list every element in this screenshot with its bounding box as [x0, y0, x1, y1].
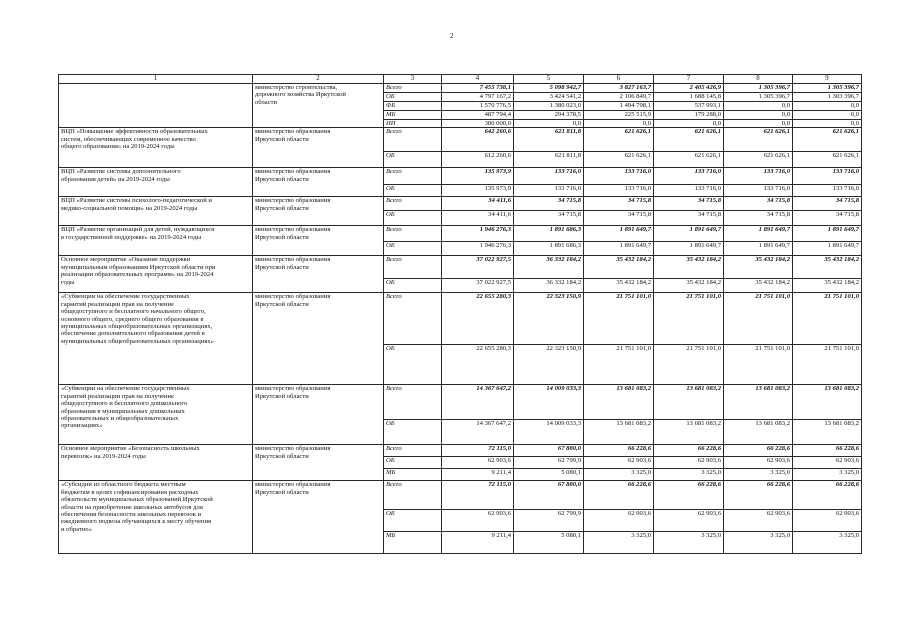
- amount-cell: 14 367 647,2: [442, 385, 514, 420]
- table-row: [59, 84, 862, 93]
- amount-cell: 1 380 023,0: [514, 102, 584, 111]
- amount-cell: 1 303 396,7: [793, 93, 862, 102]
- amount-cell: 9 211,4: [442, 469, 514, 481]
- amount-cell: 133 716,0: [514, 168, 584, 185]
- program-name-cell: ВЦП «Развитие системы психолого-педагогической и медико-социальной помощи» на 2019-2024 годы: [59, 197, 253, 226]
- amount-cell: 621 626,1: [654, 152, 724, 168]
- amount-cell: 9 211,4: [442, 532, 514, 554]
- column-header-row: [59, 75, 862, 84]
- amount-cell: 5 098 942,7: [514, 84, 584, 93]
- amount-cell: 133 716,0: [584, 168, 654, 185]
- amount-cell: 4 797 167,2: [442, 93, 514, 102]
- amount-cell: 135 973,9: [442, 168, 514, 185]
- amount-cell: 1 891 686,3: [514, 226, 584, 242]
- funding-source-cell: ОБ: [384, 93, 442, 102]
- amount-cell: 67 880,0: [514, 445, 584, 457]
- responsible-cell: министерство образования Иркутской области: [253, 197, 384, 226]
- funding-source-cell: ОБ: [384, 457, 442, 469]
- amount-cell: 72 115,0: [442, 445, 514, 457]
- funding-source-cell: Всего: [384, 128, 442, 152]
- program-name-cell: ВЦП «Развитие системы дополнительного образования детей» на 2019-2024 годы: [59, 168, 253, 197]
- amount-cell: 22 323 150,9: [514, 345, 584, 385]
- amount-cell: 72 115,0: [442, 481, 514, 510]
- amount-cell: 34 715,8: [514, 211, 584, 226]
- amount-cell: 34 715,8: [514, 197, 584, 211]
- amount-cell: 133 716,0: [724, 185, 793, 197]
- funding-source-cell: ОБ: [384, 211, 442, 226]
- amount-cell: 62 903,6: [584, 510, 654, 532]
- amount-cell: 62 903,6: [793, 510, 862, 532]
- amount-cell: 14 367 647,2: [442, 420, 514, 445]
- funding-source-cell: Всего: [384, 385, 442, 420]
- amount-cell: 21 751 101,0: [584, 293, 654, 345]
- amount-cell: 35 432 184,2: [793, 256, 862, 279]
- amount-cell: 62 799,9: [514, 510, 584, 532]
- amount-cell: 380 000,0: [442, 120, 514, 128]
- amount-cell: 0,0: [793, 111, 862, 120]
- amount-cell: 621 626,1: [654, 128, 724, 152]
- amount-cell: 67 880,0: [514, 481, 584, 510]
- amount-cell: 66 228,6: [793, 481, 862, 510]
- funding-source-cell: ИИ: [384, 120, 442, 128]
- column-header: 6: [584, 75, 654, 84]
- amount-cell: 66 228,6: [724, 481, 793, 510]
- amount-cell: 34 715,8: [584, 197, 654, 211]
- amount-cell: 34 715,8: [793, 211, 862, 226]
- amount-cell: 35 432 184,2: [724, 256, 793, 279]
- amount-cell: 34 411,6: [442, 211, 514, 226]
- amount-cell: 13 681 083,2: [584, 420, 654, 445]
- table-row: [59, 197, 862, 211]
- funding-source-cell: Всего: [384, 256, 442, 279]
- amount-cell: 35 432 184,2: [584, 256, 654, 279]
- funding-source-cell: МБ: [384, 111, 442, 120]
- table-row: [59, 385, 862, 420]
- amount-cell: 21 751 101,0: [654, 345, 724, 385]
- program-name-cell: Основное мероприятие «Безопасность школьных перевозок» на 2019-2024 годы: [59, 445, 253, 481]
- amount-cell: 621 626,1: [724, 128, 793, 152]
- amount-cell: 621 811,8: [514, 128, 584, 152]
- responsible-cell: министерство образования Иркутской области: [253, 256, 384, 293]
- amount-cell: 1 891 649,7: [724, 242, 793, 256]
- program-name-cell: «Субвенции на обеспечение государственных гарантий реализации прав на получение общедоступного и бесплатного дошкольного образования в муниципальных дошкольных образовательных и общеобразовательных организациях»: [59, 385, 253, 445]
- amount-cell: 133 716,0: [654, 168, 724, 185]
- amount-cell: 13 681 083,2: [654, 385, 724, 420]
- funding-source-cell: Всего: [384, 84, 442, 93]
- responsible-cell: министерство образования Иркутской области: [253, 168, 384, 197]
- amount-cell: 66 228,6: [584, 445, 654, 457]
- amount-cell: 34 715,8: [724, 197, 793, 211]
- amount-cell: 621 626,1: [793, 128, 862, 152]
- amount-cell: 133 716,0: [724, 168, 793, 185]
- amount-cell: 21 751 101,0: [724, 293, 793, 345]
- funding-source-cell: ОБ: [384, 420, 442, 445]
- amount-cell: 135 973,9: [442, 185, 514, 197]
- funding-source-cell: МБ: [384, 469, 442, 481]
- funding-source-cell: ОБ: [384, 279, 442, 293]
- amount-cell: 3 325,0: [584, 469, 654, 481]
- funding-source-cell: МБ: [384, 532, 442, 554]
- responsible-cell: министерство образования Иркутской области: [253, 226, 384, 256]
- column-header: 5: [514, 75, 584, 84]
- amount-cell: 179 288,0: [654, 111, 724, 120]
- amount-cell: 34 715,8: [654, 197, 724, 211]
- amount-cell: 612 260,6: [442, 152, 514, 168]
- amount-cell: 21 751 101,0: [654, 293, 724, 345]
- column-header: 9: [793, 75, 862, 84]
- table-row: [59, 481, 862, 510]
- responsible-cell: министерство образования Иркутской области: [253, 481, 384, 554]
- program-name-cell: ВЦП «Повышение эффективности образовательных систем, обеспечивающих современное качество общего образования» на 2019-2024 годы: [59, 128, 253, 168]
- amount-cell: 3 424 541,2: [514, 93, 584, 102]
- amount-cell: 13 681 083,2: [654, 420, 724, 445]
- responsible-cell: министерство образования Иркутской области: [253, 445, 384, 481]
- amount-cell: 621 626,1: [584, 152, 654, 168]
- funding-source-cell: ОБ: [384, 185, 442, 197]
- program-name-cell: [59, 84, 253, 128]
- amount-cell: 66 228,6: [793, 445, 862, 457]
- responsible-cell: министерство образования Иркутской области: [253, 128, 384, 168]
- amount-cell: 34 715,8: [793, 197, 862, 211]
- responsible-cell: министерство образования Иркутской области: [253, 385, 384, 445]
- amount-cell: 1 570 776,5: [442, 102, 514, 111]
- amount-cell: 13 681 083,2: [724, 420, 793, 445]
- amount-cell: 14 009 033,3: [514, 420, 584, 445]
- amount-cell: 1 891 649,7: [654, 226, 724, 242]
- program-name-cell: ВЦП «Развитие организаций для детей, нуждающихся в государственной поддержке» на 2019-2024 годы: [59, 226, 253, 256]
- amount-cell: 1 891 649,7: [793, 226, 862, 242]
- amount-cell: 133 716,0: [514, 185, 584, 197]
- program-name-cell: «Субвенции на обеспечение государственных гарантий реализации прав на получение общедоступного и бесплатного начального общего, основного общего, среднего общего образования в муниципальных общеобразовательных организациях, обеспечение дополнительного образования детей в муниципальных общеобразовательных организациях»: [59, 293, 253, 385]
- amount-cell: 487 794,4: [442, 111, 514, 120]
- amount-cell: 35 432 184,2: [654, 256, 724, 279]
- table-row: [59, 445, 862, 457]
- amount-cell: 0,0: [514, 120, 584, 128]
- amount-cell: 37 022 927,5: [442, 256, 514, 279]
- amount-cell: 1 891 649,7: [724, 226, 793, 242]
- amount-cell: 5 080,1: [514, 469, 584, 481]
- amount-cell: 3 325,0: [654, 532, 724, 554]
- amount-cell: 34 411,6: [442, 197, 514, 211]
- amount-cell: 21 751 101,0: [793, 293, 862, 345]
- amount-cell: 37 022 927,5: [442, 279, 514, 293]
- amount-cell: 22 655 280,3: [442, 345, 514, 385]
- amount-cell: 3 325,0: [654, 469, 724, 481]
- amount-cell: 0,0: [724, 120, 793, 128]
- amount-cell: 0,0: [654, 120, 724, 128]
- amount-cell: 537 993,1: [654, 102, 724, 111]
- amount-cell: 13 681 083,2: [584, 385, 654, 420]
- amount-cell: 0,0: [793, 102, 862, 111]
- amount-cell: 1 891 686,3: [514, 242, 584, 256]
- funding-source-cell: Всего: [384, 293, 442, 345]
- amount-cell: 1 494 798,1: [584, 102, 654, 111]
- amount-cell: 294 378,5: [514, 111, 584, 120]
- amount-cell: 13 681 083,2: [724, 385, 793, 420]
- amount-cell: 133 716,0: [654, 185, 724, 197]
- amount-cell: 3 325,0: [724, 469, 793, 481]
- amount-cell: 62 903,6: [442, 457, 514, 469]
- amount-cell: 62 903,6: [442, 510, 514, 532]
- amount-cell: 0,0: [724, 111, 793, 120]
- amount-cell: 133 716,0: [793, 185, 862, 197]
- funding-source-cell: ОБ: [384, 152, 442, 168]
- funding-source-cell: ОБ: [384, 242, 442, 256]
- amount-cell: 36 332 184,2: [514, 279, 584, 293]
- funding-source-cell: Всего: [384, 197, 442, 211]
- amount-cell: 5 080,1: [514, 532, 584, 554]
- amount-cell: 35 432 184,2: [654, 279, 724, 293]
- amount-cell: 21 751 101,0: [584, 345, 654, 385]
- amount-cell: 2 106 849,7: [584, 93, 654, 102]
- amount-cell: 21 751 101,0: [724, 345, 793, 385]
- program-name-cell: Основное мероприятие «Оказание поддержки муниципальным образованиям Иркутской области при реализации образовательных программ» на 2019-2024 годы: [59, 256, 253, 293]
- amount-cell: 3 325,0: [584, 532, 654, 554]
- page-number: 2: [450, 32, 454, 40]
- amount-cell: 621 626,1: [584, 128, 654, 152]
- amount-cell: 133 716,0: [793, 168, 862, 185]
- amount-cell: 13 681 083,2: [793, 385, 862, 420]
- column-header: 7: [654, 75, 724, 84]
- responsible-cell: министерство строительства, дорожного хозяйства Иркутской области: [253, 84, 384, 128]
- amount-cell: 21 751 101,0: [793, 345, 862, 385]
- amount-cell: 621 626,1: [724, 152, 793, 168]
- column-header: 4: [442, 75, 514, 84]
- amount-cell: 22 323 150,9: [514, 293, 584, 345]
- amount-cell: 35 432 184,2: [724, 279, 793, 293]
- amount-cell: 133 716,0: [584, 185, 654, 197]
- amount-cell: 1 891 649,7: [584, 242, 654, 256]
- table-row: [59, 256, 862, 279]
- funding-source-cell: ФБ: [384, 102, 442, 111]
- amount-cell: 0,0: [584, 120, 654, 128]
- amount-cell: 1 688 145,8: [654, 93, 724, 102]
- funding-source-cell: ОБ: [384, 345, 442, 385]
- amount-cell: 1 946 276,3: [442, 242, 514, 256]
- table-row: [59, 226, 862, 242]
- amount-cell: 1 305 396,7: [724, 84, 793, 93]
- amount-cell: 36 332 184,2: [514, 256, 584, 279]
- amount-cell: 13 681 083,2: [793, 420, 862, 445]
- amount-cell: 1 891 649,7: [584, 226, 654, 242]
- amount-cell: 35 432 184,2: [584, 279, 654, 293]
- program-name-cell: «Субсидии из областного бюджета местным бюджетам в целях софинансирования расходных обязательств муниципальных образований Иркутской области на приобретение школьных автобусов для обеспечения безопасности школьных перевозок и ежедневного подвоза обучающихся к месту обучения и обратно»: [59, 481, 253, 554]
- amount-cell: 62 903,6: [724, 457, 793, 469]
- budget-table: [58, 74, 862, 554]
- amount-cell: 66 228,6: [724, 445, 793, 457]
- amount-cell: 1 946 276,3: [442, 226, 514, 242]
- amount-cell: 1 305 396,7: [793, 84, 862, 93]
- amount-cell: 3 325,0: [724, 532, 793, 554]
- amount-cell: 621 811,8: [514, 152, 584, 168]
- amount-cell: 66 228,6: [654, 445, 724, 457]
- funding-source-cell: Всего: [384, 226, 442, 242]
- column-header: 1: [59, 75, 253, 84]
- amount-cell: 22 655 280,3: [442, 293, 514, 345]
- amount-cell: 1 891 649,7: [793, 242, 862, 256]
- amount-cell: 62 903,6: [724, 510, 793, 532]
- funding-source-cell: Всего: [384, 168, 442, 185]
- funding-source-cell: Всего: [384, 445, 442, 457]
- amount-cell: 7 455 738,1: [442, 84, 514, 93]
- amount-cell: 34 715,8: [584, 211, 654, 226]
- table-row: [59, 168, 862, 185]
- amount-cell: 62 903,6: [654, 457, 724, 469]
- amount-cell: 0,0: [724, 102, 793, 111]
- amount-cell: 1 305 396,7: [724, 93, 793, 102]
- amount-cell: 3 827 163,7: [584, 84, 654, 93]
- column-header: 3: [384, 75, 442, 84]
- column-header: 8: [724, 75, 793, 84]
- amount-cell: 34 715,8: [724, 211, 793, 226]
- amount-cell: 35 432 184,2: [793, 279, 862, 293]
- table-row: [59, 293, 862, 345]
- amount-cell: 2 405 426,9: [654, 84, 724, 93]
- amount-cell: 62 903,6: [793, 457, 862, 469]
- amount-cell: 642 260,6: [442, 128, 514, 152]
- amount-cell: 225 515,9: [584, 111, 654, 120]
- amount-cell: 62 903,6: [584, 457, 654, 469]
- amount-cell: 1 891 649,7: [654, 242, 724, 256]
- table-row: [59, 128, 862, 152]
- column-header: 2: [253, 75, 384, 84]
- amount-cell: 66 228,6: [654, 481, 724, 510]
- amount-cell: 14 009 033,3: [514, 385, 584, 420]
- funding-source-cell: Всего: [384, 481, 442, 510]
- amount-cell: 0,0: [793, 120, 862, 128]
- amount-cell: 34 715,8: [654, 211, 724, 226]
- amount-cell: 62 903,6: [654, 510, 724, 532]
- amount-cell: 3 325,0: [793, 469, 862, 481]
- funding-source-cell: ОБ: [384, 510, 442, 532]
- amount-cell: 62 799,9: [514, 457, 584, 469]
- responsible-cell: министерство образования Иркутской области: [253, 293, 384, 385]
- amount-cell: 3 325,0: [793, 532, 862, 554]
- amount-cell: 621 626,1: [793, 152, 862, 168]
- amount-cell: 66 228,6: [584, 481, 654, 510]
